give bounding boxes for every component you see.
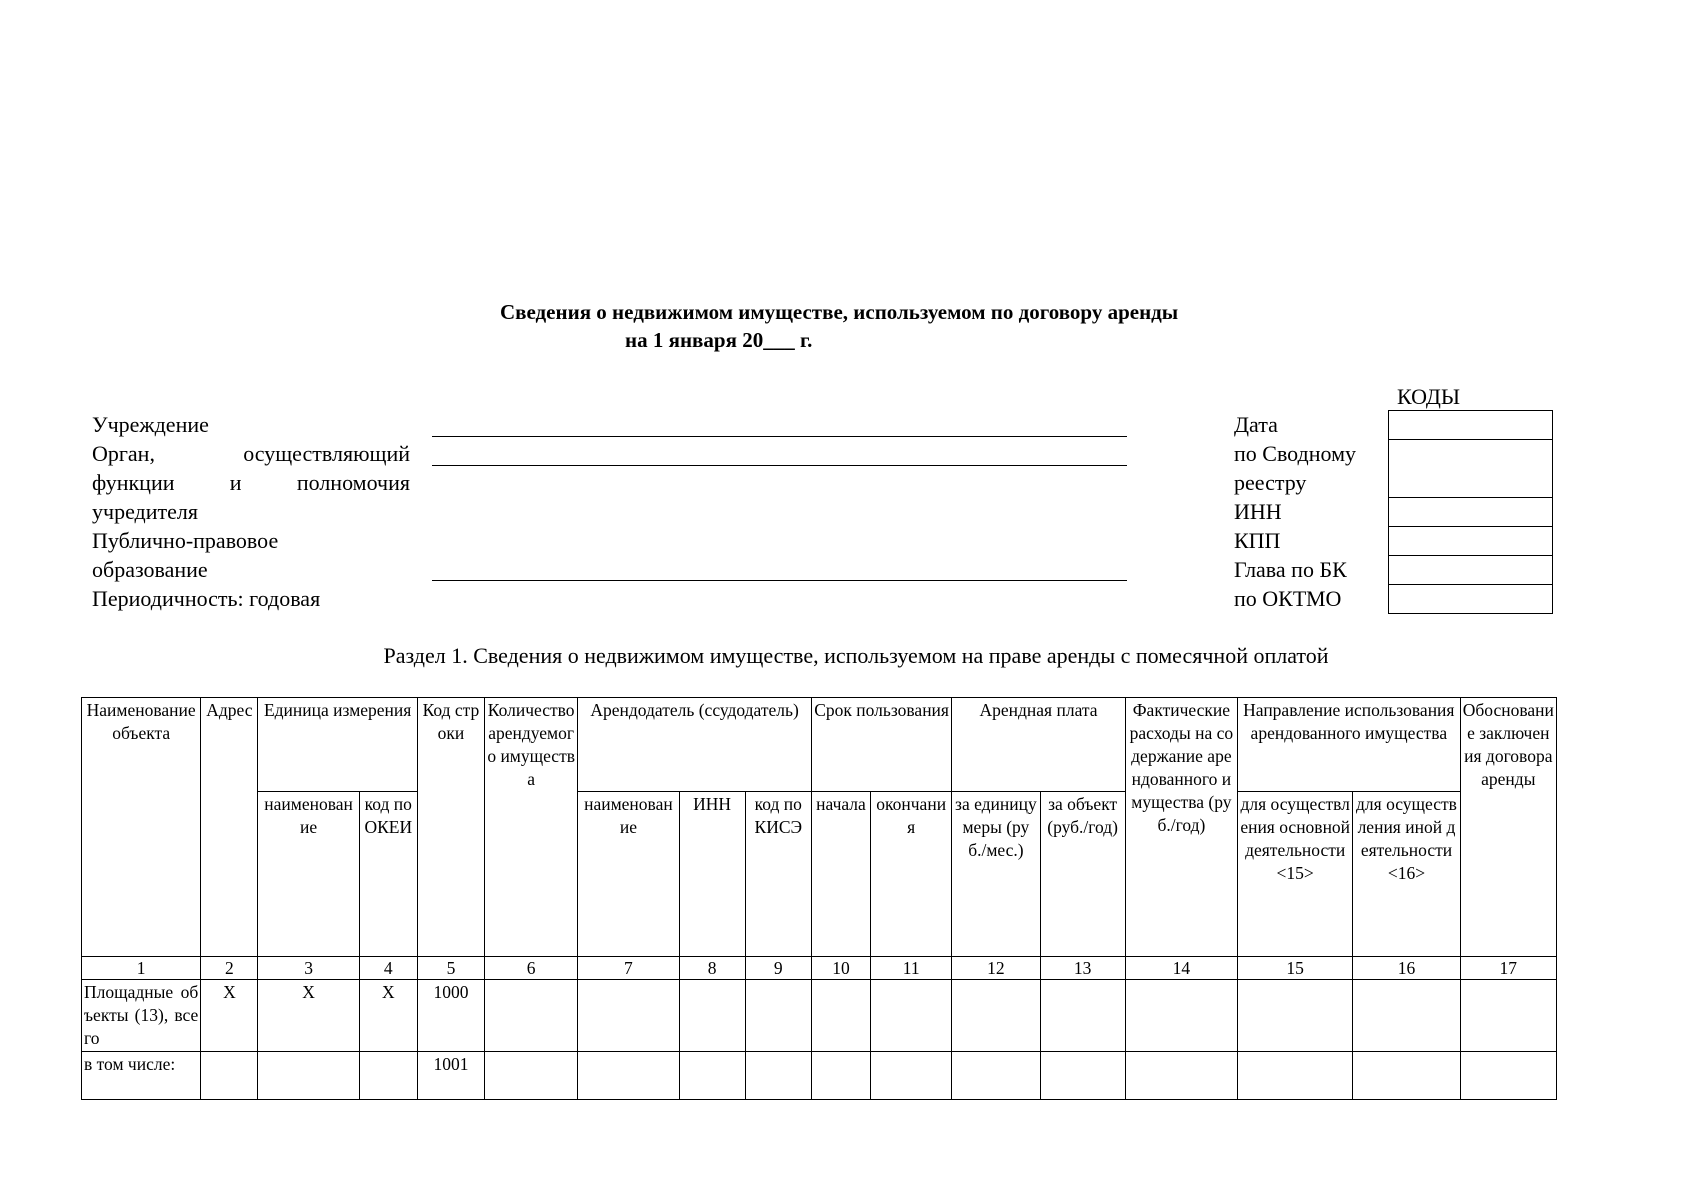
col-number: 16	[1353, 957, 1460, 980]
header-actual-expenses: Фактические расходы на содержание арендованного имущества (руб./год)	[1125, 698, 1237, 957]
institution-fill-line[interactable]	[432, 436, 1127, 437]
table-row	[82, 1052, 1557, 1100]
label-institution: Учреждение	[92, 412, 209, 437]
header-direction-main: для осуществления основной деятельности <15>	[1238, 792, 1353, 957]
col-number: 3	[258, 957, 359, 980]
row-address: X	[201, 980, 258, 1052]
header-unit-code: код по ОКЕИ	[359, 792, 417, 957]
header-row-1	[82, 698, 1557, 792]
code-cell-kpp[interactable]	[1389, 527, 1552, 556]
row-cell[interactable]	[1238, 980, 1353, 1052]
label-organ-line1	[92, 439, 410, 468]
col-number: 2	[201, 957, 258, 980]
header-direction-other: для осуществления иной деятельности <16>	[1353, 792, 1460, 957]
label-public-entity-2: образование	[92, 557, 208, 582]
header-lessor-name: наименование	[578, 792, 679, 957]
row-cell[interactable]	[1353, 1052, 1460, 1100]
label-organ-word1: Орган,	[92, 441, 155, 466]
label-organ-line2	[92, 468, 410, 497]
row-cell[interactable]	[811, 980, 870, 1052]
header-rent-unit: за единицу меры (руб./мес.)	[952, 792, 1040, 957]
row-cell[interactable]	[871, 980, 952, 1052]
label-func-word1: функции	[92, 470, 175, 495]
label-periodicity: Периодичность: годовая	[92, 586, 321, 611]
label-registry-1: по Сводному	[1234, 441, 1357, 466]
col-number: 6	[485, 957, 578, 980]
row-cell[interactable]	[1125, 980, 1237, 1052]
row-cell[interactable]	[871, 1052, 952, 1100]
header-line-code: Код строки	[417, 698, 484, 957]
code-cell-registry[interactable]	[1389, 440, 1552, 498]
col-number: 7	[578, 957, 679, 980]
row-cell[interactable]	[745, 980, 811, 1052]
row-unit-name: X	[258, 980, 359, 1052]
row-cell[interactable]	[485, 1052, 578, 1100]
row-name: в том числе:	[82, 1052, 201, 1100]
document-title: Сведения о недвижимом имуществе, используемом по договору аренды	[500, 300, 1179, 324]
label-glava-bk: Глава по БК	[1234, 557, 1347, 582]
code-cell-glava-bk[interactable]	[1389, 556, 1552, 585]
col-number: 8	[679, 957, 745, 980]
col-number: 9	[745, 957, 811, 980]
label-oktmo: по ОКТМО	[1234, 586, 1342, 611]
col-number: 14	[1125, 957, 1237, 980]
label-inn: ИНН	[1234, 499, 1282, 524]
col-number: 4	[359, 957, 417, 980]
code-cell-oktmo[interactable]	[1389, 585, 1552, 614]
row-unit-name[interactable]	[258, 1052, 359, 1100]
header-lessor-inn: ИНН	[679, 792, 745, 957]
code-cell-date[interactable]	[1389, 411, 1552, 440]
organ-fill-line[interactable]	[432, 465, 1127, 466]
row-cell[interactable]	[485, 980, 578, 1052]
label-func-word3: полномочия	[296, 470, 410, 495]
header-unit-name: наименование	[258, 792, 359, 957]
row-cell[interactable]	[1125, 1052, 1237, 1100]
row-unit-code: X	[359, 980, 417, 1052]
col-number: 1	[82, 957, 201, 980]
header-unit: Единица измерения	[258, 698, 417, 792]
col-number: 11	[871, 957, 952, 980]
row-cell[interactable]	[1040, 980, 1125, 1052]
header-name: Наименование объекта	[82, 698, 201, 957]
row-cell[interactable]	[952, 1052, 1040, 1100]
row-cell[interactable]	[745, 1052, 811, 1100]
label-organ-word2: осуществляющий	[243, 441, 410, 466]
codes-header: КОДЫ	[1397, 384, 1461, 409]
col-number: 12	[952, 957, 1040, 980]
code-cell-inn[interactable]	[1389, 498, 1552, 527]
label-func-word2: и	[229, 470, 242, 495]
codes-box	[1388, 410, 1553, 614]
label-date: Дата	[1234, 412, 1278, 437]
row-cell[interactable]	[811, 1052, 870, 1100]
header-term-start: начала	[811, 792, 870, 957]
row-line-code: 1000	[417, 980, 484, 1052]
row-cell[interactable]	[1353, 980, 1460, 1052]
document-date: на 1 января 20___ г.	[625, 328, 813, 352]
header-rent: Арендная плата	[952, 698, 1125, 792]
rent-table	[81, 697, 1557, 1100]
row-cell[interactable]	[578, 980, 679, 1052]
header-rent-object: за объект (руб./год)	[1040, 792, 1125, 957]
row-name: Площадные объекты (13), всего	[82, 980, 201, 1052]
section-title: Раздел 1. Сведения о недвижимом имуществе, используемом на праве аренды с помесячной оплатой	[383, 643, 1329, 668]
col-number: 10	[811, 957, 870, 980]
col-number: 15	[1238, 957, 1353, 980]
header-direction: Направление использования арендованного имущества	[1238, 698, 1461, 792]
row-unit-code[interactable]	[359, 1052, 417, 1100]
header-lessor-kise: код по КИСЭ	[745, 792, 811, 957]
header-quantity: Количество арендуемого имущества	[485, 698, 578, 957]
header-lessor: Арендодатель (ссудодатель)	[578, 698, 812, 792]
row-cell[interactable]	[679, 980, 745, 1052]
table-row	[82, 980, 1557, 1052]
row-line-code: 1001	[417, 1052, 484, 1100]
col-number: 5	[417, 957, 484, 980]
row-cell[interactable]	[952, 980, 1040, 1052]
col-number: 13	[1040, 957, 1125, 980]
header-address: Адрес	[201, 698, 258, 957]
column-numbers-row	[82, 957, 1557, 980]
row-cell[interactable]	[1040, 1052, 1125, 1100]
header-row-2	[82, 792, 1557, 957]
label-public-entity-1: Публично-правовое	[92, 528, 279, 553]
row-cell[interactable]	[679, 1052, 745, 1100]
label-registry-2: реестру	[1234, 470, 1307, 495]
header-basis: Обоснование заключения договора аренды	[1460, 698, 1556, 957]
row-cell[interactable]	[1460, 980, 1556, 1052]
col-number: 17	[1460, 957, 1556, 980]
header-term-end: окончания	[871, 792, 952, 957]
public-entity-fill-line[interactable]	[432, 580, 1127, 581]
header-term: Срок пользования	[811, 698, 951, 792]
row-cell[interactable]	[578, 1052, 679, 1100]
label-kpp: КПП	[1234, 528, 1281, 553]
row-cell[interactable]	[1460, 1052, 1556, 1100]
label-founder: учредителя	[92, 499, 198, 524]
row-cell[interactable]	[1238, 1052, 1353, 1100]
row-address[interactable]	[201, 1052, 258, 1100]
